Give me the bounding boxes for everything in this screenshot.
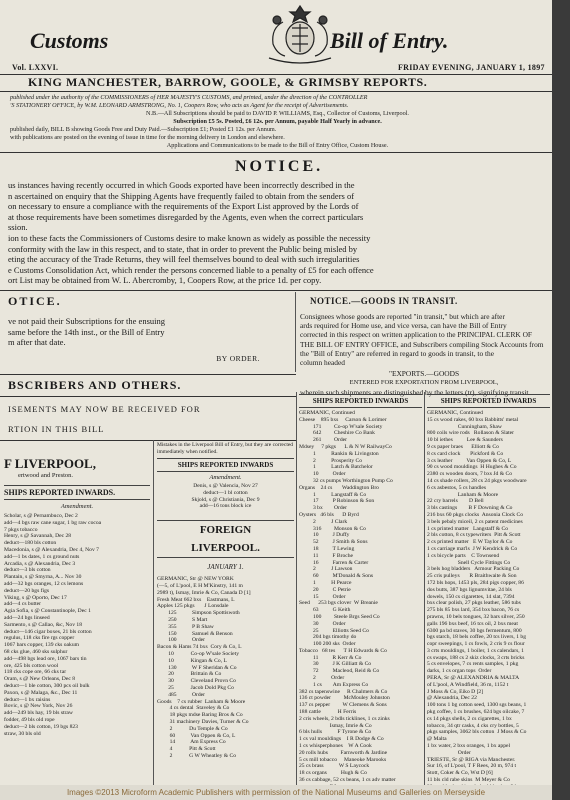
- list-entry: dos butts, 387 bgs lignumvitae, 24 bls: [427, 586, 512, 593]
- list-entry: 100 tons 1 bg cotton seed, 1300 sgs beans, 1: [427, 702, 527, 709]
- notice-line: n ascertained on enquiry that the Shipping Agents have frequently failed to obtain from the senders of: [8, 190, 355, 201]
- list-entry: Bacon & Hams 74 bxs Cory & Co, L: [157, 644, 242, 651]
- list-entry: 1 cs whisperphones W A Cook: [299, 743, 372, 750]
- list-entry: 2 G W Wheatley & Co: [157, 752, 237, 759]
- exports-subtitle: ENTERED FOR EXPORTATION FROM LIVERPOOL,: [349, 379, 499, 387]
- list-entry: 20 Brittain & Co: [157, 671, 222, 678]
- list-entry: bxs clear polish, 27 pkgs leather, 586 tubs: [427, 600, 521, 607]
- list-entry: fodder, 49 bls old rope: [4, 716, 55, 723]
- publication-line: N.B.—All Subscriptions should be paid to DAVID P. WILLIAMS, Esq., Collector of Customs, Liverpool.: [146, 110, 409, 117]
- transit-notice-heading: NOTICE.—GOODS IN TRANSIT.: [310, 296, 458, 306]
- list-entry: deduct—2 bls cotton, 19 bgs 823: [4, 723, 78, 730]
- list-entry: Bovic, s @ New York, Nov 26: [4, 703, 73, 710]
- list-entry: 11 bls cld rabe skins M Meyer & Co: [427, 777, 510, 784]
- list-entry: GERMANIC, Str @ NEW YORK: [157, 576, 234, 583]
- notice-line: on necessary to ensure a compliance with the requirements of the Export List approved by the Lords of: [8, 201, 359, 212]
- list-entry: Organs 24 cs Waddington Bro: [299, 484, 379, 491]
- list-entry: 136 ct powder McMouley Johnston: [299, 695, 390, 702]
- section-heading: SHIPS REPORTED INWARDS: [299, 394, 422, 408]
- list-entry: 2 Prosperity Co: [299, 457, 363, 464]
- list-entry: pkg coffee, 1 cs brushes, 624 bgs oilcake, 7: [427, 709, 525, 716]
- amendment-label: Amendment.: [209, 474, 242, 481]
- list-entry: Apples 125 pkgs J Lonsdale: [157, 603, 229, 610]
- list-entry: 18 pkgs mdse Baring Bros & Co: [157, 712, 243, 719]
- list-entry: 25 Jacob Dold Pkg Co: [157, 684, 234, 691]
- notice-line: ssion.: [8, 222, 28, 233]
- list-entry: 1 cs Am Express Co: [299, 681, 369, 688]
- list-entry: deduct—1 bl cotton: [203, 489, 248, 496]
- notice-line: eting the accuracy of the Trade Returns, they will feel themselves bound to deal with such irregularities: [8, 254, 360, 265]
- list-entry: 25 cris pulleys R Braithwaite & Son: [427, 573, 517, 580]
- list-entry: deduct—146 cigar boxes, 21 bls cotton: [4, 628, 92, 635]
- list-entry: 31 machinery Davies, Turner & Co: [157, 718, 249, 725]
- list-entry: 188 cattle H Ferris: [299, 709, 357, 716]
- list-entry: 20 rolls hubs Farnworth & Jardine: [299, 749, 388, 756]
- list-entry: deduct—20 bgs figs: [4, 587, 50, 594]
- list-entry: 20 C Petrie: [299, 586, 351, 593]
- list-entry: Snell Cycle Fittings Co: [427, 559, 511, 566]
- list-entry: regulus, 118 cks fire rgs copper: [4, 635, 75, 642]
- list-entry: deduct—1 ble cotton, 300 pcs oil bulk: [4, 682, 90, 689]
- list-entry: add—1 bs dates, 1 cs ground nuts: [4, 553, 80, 560]
- list-entry: tobacco, 34 qtr casks, 4 cks cry bottles, 5: [427, 722, 519, 729]
- list-entry: 316 Monson & Co: [299, 525, 366, 532]
- list-entry: 2 J Lawson: [299, 566, 353, 573]
- notice-heading: NOTICE.: [235, 158, 324, 175]
- list-entry: Lanham & Moore: [427, 491, 499, 498]
- list-entry: Macedonia, s @ Alexandria, Dec 4, Nov 7: [4, 546, 99, 553]
- list-entry: deduct—180 bls cotton: [4, 540, 57, 547]
- list-entry: 4 Pitt & Scott: [157, 746, 216, 753]
- publication-line: published under the authority of the COMMISSIONERS of HER MAJESTY'S CUSTOMS, and printed, under the direction of the CONTROLLER: [10, 94, 368, 101]
- issue-date: FRIDAY EVENING, JANUARY 1, 1897: [398, 63, 545, 72]
- list-entry: 9 cs paper braes Elliott & Co: [427, 443, 499, 450]
- list-entry: Order: [427, 749, 471, 756]
- list-entry: 2 Du Temple & Co: [157, 725, 228, 732]
- list-entry: 30 Cleveland Provn Co: [157, 678, 236, 685]
- list-entry: 1 Latch & Batchelor: [299, 464, 373, 471]
- list-entry: Stott, Coker & Co, Wst D [6]: [427, 770, 493, 777]
- list-entry: Sur 16, of L'pool, T F Rees, 20 m, 974 t: [427, 763, 517, 770]
- masthead-left-title: Customs: [30, 28, 109, 53]
- volume-number: Vol. LXXVI.: [12, 63, 59, 72]
- list-entry: 2 J Clark: [299, 518, 348, 525]
- left-notice-line: ve not paid their Subscriptions for the ensuing: [8, 316, 165, 326]
- list-entry: 72 Macleod, Reid & Co: [299, 668, 380, 675]
- list-entry: Agia Sofia, s @ Constantinople, Dec 1: [4, 608, 91, 615]
- list-entry: 11 R Kerr & Co: [299, 654, 362, 661]
- list-entry: Denis, s @ Valencia, Nov 27: [193, 483, 258, 489]
- publication-info: [10, 94, 545, 150]
- list-entry: 2380 cs wooden doors, 7 bxs Jd & Co: [427, 471, 512, 478]
- notice-line: at those requirements have been sometimes disregarded by the Agents, even when the correct particulars: [8, 211, 364, 222]
- list-entry: Plantain, s @ Smyrna, A... Nov 30: [4, 574, 82, 581]
- list-entry: cs swaps, 188 cs 2 skiz clocks, 3 crts bricks: [427, 654, 525, 661]
- list-entry: straw, 30 bls old: [4, 730, 41, 737]
- list-entry: dowels, 150 cs cigarettes, 14 slat, 7394: [427, 593, 515, 600]
- list-entry: 1 cs carriage mat'ls J W Kendrick & Co: [427, 545, 518, 552]
- report-date: JANUARY 1.: [207, 563, 244, 572]
- list-entry: 25 Elliotts Seed Co: [299, 627, 369, 634]
- list-entry: Cunningham, Shaw: [427, 423, 502, 430]
- list-entry: 250 S Mart: [157, 616, 208, 623]
- list-entry: 6 bls hulls F Tyrone & Co: [299, 729, 372, 736]
- transit-notice-line: column headed: [300, 358, 345, 368]
- left-notice-heading: OTICE.: [8, 294, 62, 308]
- list-entry: 100 Order: [157, 637, 206, 644]
- list-entry: TRIESTE, Sr @ RIGA via Manchester.: [427, 756, 516, 763]
- column-liverpool: [4, 442, 150, 737]
- cargo-list: [157, 576, 294, 760]
- list-entry: Oysters 46 bls D Byrd: [299, 511, 359, 518]
- list-entry: Scholar, s @ Pernambuco, Dec 2: [4, 513, 78, 519]
- list-entry: GERMANIC, Continued: [299, 410, 355, 416]
- notice-line: ion to these facts the Commissioners of Customs desire to make known as widely as possible the necessity: [8, 232, 371, 243]
- list-entry: 1 H Pearce: [299, 579, 352, 586]
- list-entry: 2 Order: [299, 675, 345, 682]
- list-entry: 18 cs organs Hugh & Co: [299, 770, 367, 777]
- list-entry: 5 cs envelopes, 7 cs rents samples, 1 pkg: [427, 661, 519, 668]
- list-entry: 5 cs mill tobacco Maneoke Marooks: [299, 756, 387, 763]
- notice-line: e Customs Consolidation Act, which render the persons concerned liable to a penalty of £5 for each offence: [8, 264, 374, 275]
- list-entry: 485 Order: [157, 691, 206, 698]
- column-inwards-continued: [299, 394, 422, 785]
- list-entry: 3 bels hog bladders Armour Packing Co: [427, 566, 520, 573]
- notice-line: us instances having recently occurred in which Goods exported have been incorrectly described in the: [8, 180, 355, 190]
- list-entry: add—24 bgs linseed: [4, 614, 50, 621]
- list-entry: bgs starch, 18 bels coffee, 20 tcs livers, 1 bg: [427, 634, 527, 641]
- list-entry: 3 crts mouldings, 1 boiler, 1 cs calendars, 1: [427, 647, 524, 654]
- cargo-list: [299, 410, 422, 785]
- column-subtitle: ertwood and Preston.: [18, 472, 74, 479]
- transit-notice-line: THE BILL OF ENTRY OFFICE, and Subscribers compiling Stock Accounts from: [300, 339, 544, 349]
- advertisements-line: ISEMENTS MAY NOW BE RECEIVED FOR: [8, 404, 201, 414]
- list-entry: Tobacco 68 tes T H Edwards & Co: [299, 647, 387, 654]
- transit-notice-line: corrected in this respect on written application to the PRINCIPAL CLERK OF: [300, 330, 533, 340]
- left-notice-body: [8, 316, 290, 364]
- column-inwards-continued-2: [427, 394, 550, 785]
- list-entry: 216 bxs 60 pkgs clocks Ansonia Clock Co: [427, 511, 524, 518]
- list-entry: 7 pkgs tobacco: [4, 526, 38, 533]
- list-entry: 3 bls castings B F Downing & Co: [427, 505, 513, 512]
- amendment-list: [157, 483, 294, 510]
- list-entry: add—16 tons block ice: [199, 503, 252, 510]
- list-entry: @ Malta: [427, 736, 447, 743]
- list-entry: Goods 7 cs rubber Lanham & Moore: [157, 698, 246, 705]
- list-entry: 10 Kingan & Co, L: [157, 657, 227, 664]
- list-entry: 118 cks cope ore, 66 cks tar: [4, 669, 67, 676]
- transit-notice-line: the "Bill of Entry" are referred in regard to goods in transit, to the: [300, 348, 495, 358]
- list-entry: cs 14 pkgs shells, 2 cs cigarettes, 1 bx: [427, 715, 512, 722]
- list-entry: 60 M'Donald & Sons: [299, 573, 374, 580]
- list-entry: pkgs samples, 3062 bls cotton J Moss & Co: [427, 729, 527, 736]
- list-entry: Seed 253 bgs clover W Breanie: [299, 600, 378, 607]
- list-entry: ore, 425 bls cotton wool: [4, 662, 59, 669]
- list-entry: 10 Co-op W'sale Society: [157, 650, 240, 657]
- list-entry: 2 cs printed matter E W Taylor & Co: [427, 539, 513, 546]
- list-entry: Skjold, s @ Christiania, Dec 9: [191, 496, 260, 503]
- list-entry: 6 cs asbestos, 5 cs handles: [427, 484, 487, 491]
- list-entry: 1 cs printed matter Langstaff & Co: [427, 525, 508, 532]
- list-entry: 2 cris wheels, 2 bdls ticklines, 1 cs zinks: [299, 715, 390, 722]
- list-entry: deduct—1 bx raisins: [4, 696, 51, 703]
- publication-line: 'S STATIONERY OFFICE, by W.M. LEONARD ARMSTRONG, No. 1, Coopers Row, who acts as Agent for the receipt of Advertisements.: [10, 102, 349, 109]
- list-entry: deduct—3 bls cotton: [4, 567, 51, 574]
- publication-line: Applications and Communications to be made to the Bill of Entry Office, Custom House.: [166, 142, 389, 149]
- left-notice-line: m after that date.: [8, 337, 66, 348]
- list-entry: 68 cks glue, 460 sks sulphur: [4, 648, 68, 655]
- transit-notice-body: [300, 312, 548, 397]
- publication-line: published daily, BILL B showing Goods Free and Duty Paid.—Subscription £1; Posted £1 12s. per Annum.: [10, 126, 277, 133]
- publication-line: with publications are posted on the evening of issue in time for the morning delivery in London and elsewhere.: [10, 134, 285, 141]
- list-entry: 90 cs wood mouldings H Hughes & Co: [427, 464, 517, 471]
- list-entry: copr sweepings, 1 cs fowls, 2 cris 9 cs flour: [427, 641, 525, 648]
- left-notice-line: same before the 14th inst., or the Bill of Entry: [8, 326, 165, 337]
- list-entry: GERMANIC, Continued: [427, 410, 483, 416]
- list-entry: 125 Simpson Spottiswoth: [157, 610, 240, 617]
- column-title: F LIVERPOOL,: [4, 456, 96, 471]
- list-entry: Paxon, s @ Malaga, &c., Dec 11: [4, 689, 78, 696]
- list-entry: 130 W F Sheridan & Co: [157, 664, 237, 671]
- column-foreign: [157, 442, 294, 760]
- list-entry: 137 cs pepper W Clemens & Sons: [299, 702, 387, 709]
- transit-notice-line: ards required for Home use, and vice versa, can have the Bill of Entry: [300, 321, 507, 331]
- list-entry: 275 bls 85 bxs lard, 354 bxs bacon, 76 cs: [427, 607, 520, 614]
- list-entry: 10 Order: [299, 471, 346, 478]
- list-entry: Mdsey 7 pkgs L & N W RailwayCo: [299, 443, 392, 450]
- left-notice-signature: BY ORDER.: [216, 353, 260, 363]
- list-entry: 30 J K Gilliatt & Co: [299, 661, 372, 668]
- list-entry: Arcadia, s @ Alexandria, Dec 3: [4, 560, 76, 567]
- cargo-list: [427, 410, 550, 785]
- list-entry: 30 Order: [299, 620, 346, 627]
- list-entry: 2 bls cotton, 8 cs typewriters Pitt & Scott: [427, 532, 521, 539]
- list-entry: 100 200 sks Order: [299, 641, 356, 648]
- transit-notice-line: Consignees whose goods are reported "in transit," but which are after: [300, 312, 505, 321]
- list-entry: 15 Order: [299, 593, 346, 600]
- scan-edge: [552, 0, 570, 800]
- list-entry: 10 bl iethes Lee & Saunders: [427, 437, 503, 444]
- list-entry: 10 J Duffy: [299, 532, 350, 539]
- column-intro: Mistakes in the Liverpool Bill of Entry, but they are corrected immediately when notified.: [157, 442, 294, 455]
- list-entry: 22 cry barrels D Bell: [427, 498, 484, 505]
- reports-subtitle: KING MANCHESTER, BARROW, GOOLE, & GRIMSBY REPORTS.: [28, 75, 428, 89]
- list-entry: Oram, s @ New Orleans, Dec 8: [4, 676, 76, 683]
- foreign-heading: FOREIGN: [157, 520, 294, 536]
- list-entry: Viking, s @ Oporto, Dec 17: [4, 594, 67, 601]
- list-entry: darks, 1 cs organ tops Order: [427, 668, 492, 675]
- list-entry: 14 cs shade rollers, 28 cs 24 pkgs woodware: [427, 477, 527, 484]
- list-entry: J Moss & Co, Eiko D [2]: [427, 688, 484, 695]
- list-entry: 60 Van Oppen & Co, L: [157, 732, 236, 739]
- subscribers-heading: BSCRIBERS AND OTHERS.: [8, 378, 182, 392]
- liverpool-heading: LIVERPOOL.: [157, 542, 294, 558]
- masthead-right-title: Bill of Entry.: [330, 28, 449, 53]
- list-entry: Cheese 895 bxs Carson & Lorimer: [299, 416, 387, 423]
- exports-tail: wherein such shipments are distinguished by the letters (tr), signifying transit: [300, 387, 529, 397]
- list-entry: 261 Order: [299, 437, 348, 444]
- list-entry: Sarmento, s @ Callao, &c, Nov 18: [4, 621, 83, 628]
- list-entry: 100 Steele Brgs Seed Co: [299, 613, 380, 620]
- notice-line: ort List may be obtained from W. L. Abercromby, 1, Coopers Row, at the price 1d. per copy.: [8, 275, 322, 286]
- list-entry: 3 bx Order: [299, 505, 348, 512]
- list-entry: prawns, 10 bels tongues, 32 bars silver, 250: [427, 613, 525, 620]
- list-entry: 32 cs pumps Worthington Pump Co: [299, 477, 393, 484]
- list-entry: 3 cs leather Van Oppen & Co, L: [427, 457, 512, 464]
- list-entry: 800 coils wire rods Rollason & Slater: [427, 430, 515, 437]
- list-entry: 8 cs card clock Pickford & Co: [427, 450, 504, 457]
- list-entry: 1 cs val mouldings I R Dodge & Co: [299, 736, 384, 743]
- list-entry: 36 cs cabbage, 52 cs beans, 1 cs adv matter: [299, 777, 396, 784]
- list-entry: PERA, Sr @ ALEXANDRIA & MALTA: [427, 675, 520, 682]
- list-entry: galls 196 bxs beef, 16 tcs oil, 2 bxs meat: [427, 620, 518, 627]
- list-entry: 1 cs bicycle parts C Townsend: [427, 552, 500, 559]
- exports-title: "EXPORTS.—GOODS: [388, 369, 460, 379]
- list-entry: 15 cs wood rakes, 60 bxs Babbitts' metal: [427, 416, 519, 423]
- list-entry: 171 Co-op W'sale Society: [299, 423, 383, 430]
- list-entry: Fresh Meat 662 bxs Eastmans, L: [157, 596, 235, 603]
- list-entry: @ Alexandria, Dec 22: [427, 695, 477, 702]
- notice-body: [8, 180, 548, 286]
- section-heading: SHIPS REPORTED INWARDS: [427, 394, 550, 408]
- section-heading: SHIPS REPORTED INWARDS.: [4, 485, 150, 500]
- amendment-label: Amendment.: [60, 503, 94, 510]
- list-entry: 3 bels pebaly miceil, 2 cs patent medicines: [427, 518, 523, 525]
- list-entry: 11 F Broche: [299, 552, 354, 559]
- list-entry: 25 cs brass W S Laycock: [299, 763, 370, 770]
- list-entry: 52 J Smith & Sons: [299, 539, 368, 546]
- list-entry: Henry, s @ Savannah, Dec 28: [4, 533, 72, 540]
- list-entry: 1 Langstaff & Co: [299, 491, 367, 498]
- list-entry: 1067 bars copper, 139 cks oakum: [4, 642, 79, 649]
- list-entry: Ismay, Imrie & Co: [299, 722, 372, 729]
- amendment-list: [4, 513, 150, 737]
- list-entry: 355 P B Shaw: [157, 623, 214, 630]
- list-entry: 17 P Robinson & Son: [299, 498, 375, 505]
- list-entry: 2989 t), Ismay, Imrie & Co, Canada D [1]: [157, 589, 251, 596]
- list-entry: 16 Farren & Carter: [299, 559, 369, 566]
- list-entry: of L'pool, A Windfield, 36 m, 1152 t: [427, 681, 509, 688]
- section-heading: SHIPS REPORTED INWARDS: [157, 458, 294, 472]
- list-entry: 1 Rankin & Livingston: [299, 450, 379, 457]
- list-entry: 14 Am Express Co: [157, 739, 226, 746]
- list-entry: add—32 bgs oranges, 12 cs lemons: [4, 580, 84, 587]
- list-entry: 6300 pa bd staves, 30 bgs fermentum, 800: [427, 627, 522, 634]
- list-entry: add—4 bgs raw cane sugar, 1 bg raw cocoa: [4, 519, 102, 526]
- list-entry: (—5, of L'pool, E H M'Kinstry, 141 m: [157, 582, 243, 589]
- publication-line: Subscription £5 5s. Posted, £6 12s. per Annum, payable Half Yearly in advance.: [173, 118, 382, 125]
- list-entry: 150 Samuel & Benson: [157, 630, 233, 637]
- list-entry: 172 bls hops, 1453 pls, 284 pigs copper, 86: [427, 579, 524, 586]
- list-entry: 63 G Keith: [299, 607, 351, 614]
- list-entry: 4 cs dental Staveley & Co: [157, 705, 230, 712]
- list-entry: add—249 bls hay, 19 bls straw: [4, 710, 73, 717]
- copyright-footer: Images ©2013 Microform Academic Publishers with permission of the National Museums and Galleries on Merseyside: [0, 785, 552, 800]
- list-entry: 204 bgs timothy do: [299, 634, 357, 641]
- list-entry: 1 bx water, 2 bxs oranges, 1 bx appel: [427, 743, 511, 750]
- notice-line: conformity with the law in this respect, and to state, that in order to prevent the Public being misled by: [8, 243, 358, 254]
- list-entry: add—498 bgs lead ore, 1067 bars tin: [4, 655, 87, 662]
- list-entry: 382 cs tapenswine R Chalmers & Co: [299, 688, 388, 695]
- list-entry: add—4 cs butter: [4, 601, 41, 608]
- list-entry: 18 T Lewing: [299, 545, 355, 552]
- insertion-line: RTION IN THIS BILL: [8, 424, 105, 434]
- list-entry: 642 Cheshire Co Bank: [299, 430, 375, 437]
